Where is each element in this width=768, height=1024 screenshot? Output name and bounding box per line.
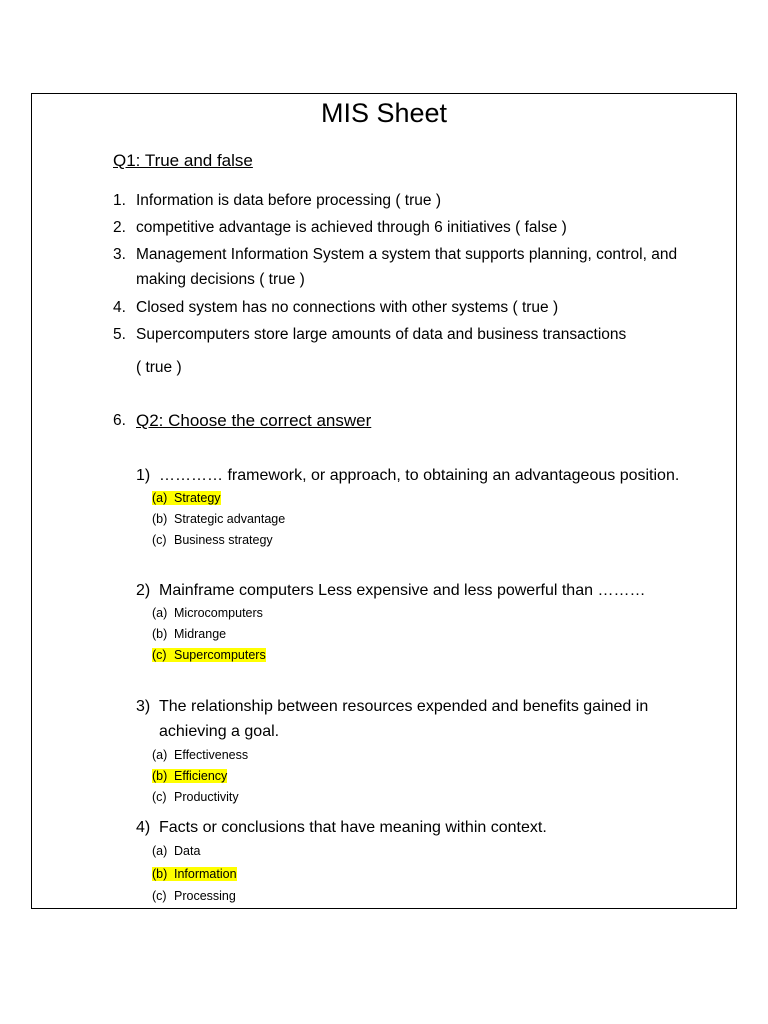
mc-question-1: [136, 463, 696, 488]
question-text: The relationship between resources expended and benefits gained in achieving a goal.: [159, 698, 649, 740]
q2-heading: Q2: Choose the correct answer: [136, 411, 372, 430]
question-number: 1): [136, 467, 151, 484]
tf-item-5: [113, 322, 713, 347]
option-text: Supercomputers: [174, 648, 266, 662]
option-label: (c): [152, 533, 167, 547]
correct-answer-highlight: [152, 769, 227, 783]
option-text: Strategic advantage: [174, 512, 286, 526]
option-4a: [152, 843, 200, 860]
tf-item-text: Management Information System a system that supports planning, control, and making decisions ( true ): [136, 246, 678, 288]
option-3a: [152, 747, 248, 764]
option-text: Processing: [174, 889, 236, 903]
option-label: (c): [152, 648, 167, 662]
tf-item-2: [113, 215, 713, 240]
mc-question-3: [136, 694, 666, 744]
tf-item-number: 5.: [113, 326, 126, 343]
question-number: 4): [136, 819, 151, 836]
correct-answer-highlight: [152, 867, 237, 881]
option-label: (b): [152, 627, 168, 641]
q2-number: 6.: [113, 412, 126, 429]
tf-item-4: [113, 295, 713, 320]
question-number: 3): [136, 698, 151, 715]
option-text: Efficiency: [174, 769, 228, 783]
option-text: Microcomputers: [174, 606, 263, 620]
option-4c: [152, 888, 236, 905]
tf-item-text: ( true ): [136, 359, 182, 376]
option-3b: [152, 768, 227, 785]
q1-heading: Q1: True and false: [113, 151, 253, 170]
option-2c: [152, 647, 266, 664]
tf-item-number: 1.: [113, 192, 126, 209]
option-text: Strategy: [174, 491, 221, 505]
option-label: (a): [152, 606, 168, 620]
page-title: MIS Sheet: [320, 98, 448, 128]
mc-question-4: [136, 815, 696, 840]
tf-item-5-answer: [113, 355, 713, 380]
tf-item-text: Information is data before processing ( true ): [136, 192, 441, 209]
question-text: Facts or conclusions that have meaning within context.: [159, 819, 547, 836]
tf-item-text: Supercomputers store large amounts of data and business transactions: [136, 326, 627, 343]
option-1b: [152, 511, 285, 528]
option-text: Business strategy: [174, 533, 273, 547]
option-3c: [152, 789, 239, 806]
option-1a: [152, 490, 221, 507]
question-text: ………… framework, or approach, to obtaining an advantageous position.: [159, 467, 680, 484]
correct-answer-highlight: [152, 648, 266, 662]
option-1c: [152, 532, 273, 549]
question-text: Mainframe computers Less expensive and less powerful than ………: [159, 582, 646, 599]
option-label: (a): [152, 844, 168, 858]
mc-question-2: [136, 578, 696, 603]
question-number: 2): [136, 582, 151, 599]
tf-item-text: competitive advantage is achieved through 6 initiatives ( false ): [136, 219, 567, 236]
option-label: (a): [152, 491, 168, 505]
tf-item-text: Closed system has no connections with other systems ( true ): [136, 299, 559, 316]
option-label: (c): [152, 790, 167, 804]
option-label: (b): [152, 769, 168, 783]
option-2b: [152, 626, 226, 643]
tf-item-number: 4.: [113, 299, 126, 316]
option-text: Information: [174, 867, 237, 881]
option-2a: [152, 605, 263, 622]
option-label: (c): [152, 889, 167, 903]
option-label: (b): [152, 867, 168, 881]
tf-item-number: 2.: [113, 219, 126, 236]
option-text: Effectiveness: [174, 748, 249, 762]
q2-heading-row: [113, 408, 713, 433]
tf-item-number: 3.: [113, 246, 126, 263]
correct-answer-highlight: [152, 491, 221, 505]
option-text: Productivity: [174, 790, 239, 804]
option-label: (a): [152, 748, 168, 762]
option-4b: [152, 866, 237, 883]
tf-item-1: [113, 188, 713, 213]
tf-item-3: [113, 242, 688, 292]
option-text: Data: [174, 844, 201, 858]
option-label: (b): [152, 512, 168, 526]
option-text: Midrange: [174, 627, 227, 641]
